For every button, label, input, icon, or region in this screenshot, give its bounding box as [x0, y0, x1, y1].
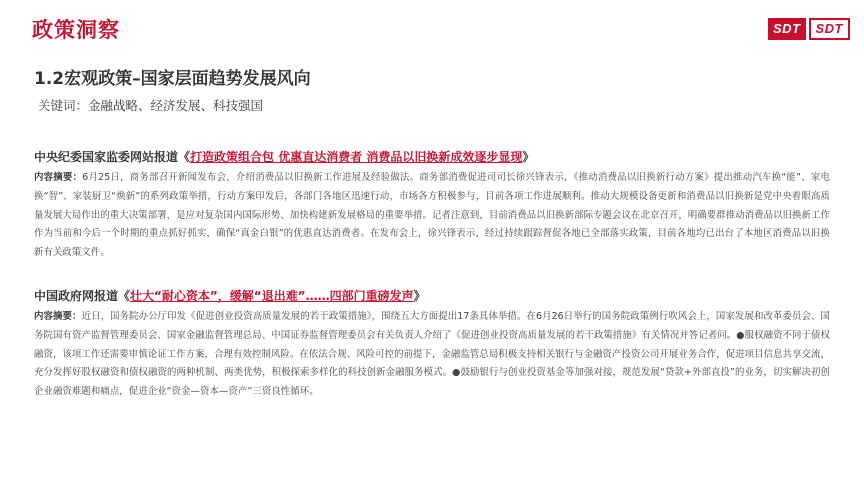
news-source: 中央纪委国家监委网站报道 — [34, 150, 179, 164]
news-headline-link[interactable]: 壮大“耐心资本”，缓解“退出难”……四部门重磅发声 — [130, 289, 414, 303]
close-bracket: 》 — [522, 150, 535, 164]
summary-text: 近日，国务院办公厅印发《促进创业投资高质量发展的若干政策措施》，围绕五大方面提出17条具体举措。在6月26日举行的国务院政策例行吹风会上，国家发展和改革委员会、国务院国有资产监督管理委员会、国家金融监督管理总局、中国证券监督管理委员会有关负责人介绍了《促进创业投资高质量发展的若干政策措施》有关情况并答记者问。●服权融资不同于债权融资，该项工作还需要审慎论证工作方案，合理有效控制风险。在依法合规、风险可控的前提下，金融监管总局积极支持相关银行与金融资产投资公司开展业务合作，促进项目信息共享交流，充分发挥好股权融资和债权融资的两种机制、两类优势，积极探索多样化的科技创新金融服务模式。●鼓励银行与创业投资基金等加强对接，规范发展“贷款+外部直投”的业务，切实解决初创企业融资难题和痛点，促进企业“资金—资本—资产”三资良性循环。 — [34, 311, 830, 398]
close-bracket: 》 — [413, 289, 426, 303]
sdt-logo — [768, 18, 850, 40]
summary-label: 内容摘要： — [34, 172, 83, 183]
news-item — [34, 287, 830, 402]
news-item — [34, 148, 830, 263]
open-bracket: 《 — [178, 150, 191, 164]
news-heading — [34, 287, 830, 305]
open-bracket: 《 — [118, 289, 131, 303]
news-source: 中国政府网报道 — [34, 289, 119, 303]
summary-text: 6月25日，商务部召开新闻发布会，介绍消费品以旧换新工作进展及经验做法。商务部消费促进司司长徐兴锋表示，《推动消费品以旧换新行动方案》提出推动汽车换“能”、家电换“智”、家装厨卫“焕新”的系列政策举措，行动方案印发后，各部门各地区迅速行动，市场各方积极参与，目前各项工作进展顺利。推动大规模设备更新和消费品以旧换新是党中央着眼高质量发展大局作出的重大决策部署，是应对复杂国内国际形势、加快构建新发展格局的重要举措。记者注意到，目前消费品以旧换新部际专题会议在北京召开，明确要群推动消费品以旧换新工作作为当前和今后一个时期的重点抓好抓实，确保“真金白银”的优惠直达消费者。在发布会上，徐兴锋表示，经过持续跟踪督促各地已全部落实政策，目前各地均已出台了本地区消费品以旧换新有关政策文件。 — [34, 172, 830, 259]
page-title: 政策洞察 — [32, 18, 120, 42]
logo-mark-left: SDT — [768, 18, 806, 40]
keywords-label: 关键词： — [38, 98, 89, 113]
news-headline-link[interactable]: 打造政策组合包 优惠直达消费者 消费品以旧换新成效逐步显现 — [190, 150, 523, 164]
news-summary — [34, 169, 830, 263]
news-heading — [34, 148, 830, 166]
section-title: 1.2宏观政策–国家层面趋势发展风向 — [34, 69, 311, 89]
logo-mark-right: SDT — [809, 18, 851, 40]
summary-label: 内容摘要： — [34, 311, 82, 322]
keywords-value: 金融战略、经济发展、科技强国 — [88, 98, 264, 113]
keywords-line — [38, 96, 263, 114]
news-summary — [34, 308, 830, 402]
